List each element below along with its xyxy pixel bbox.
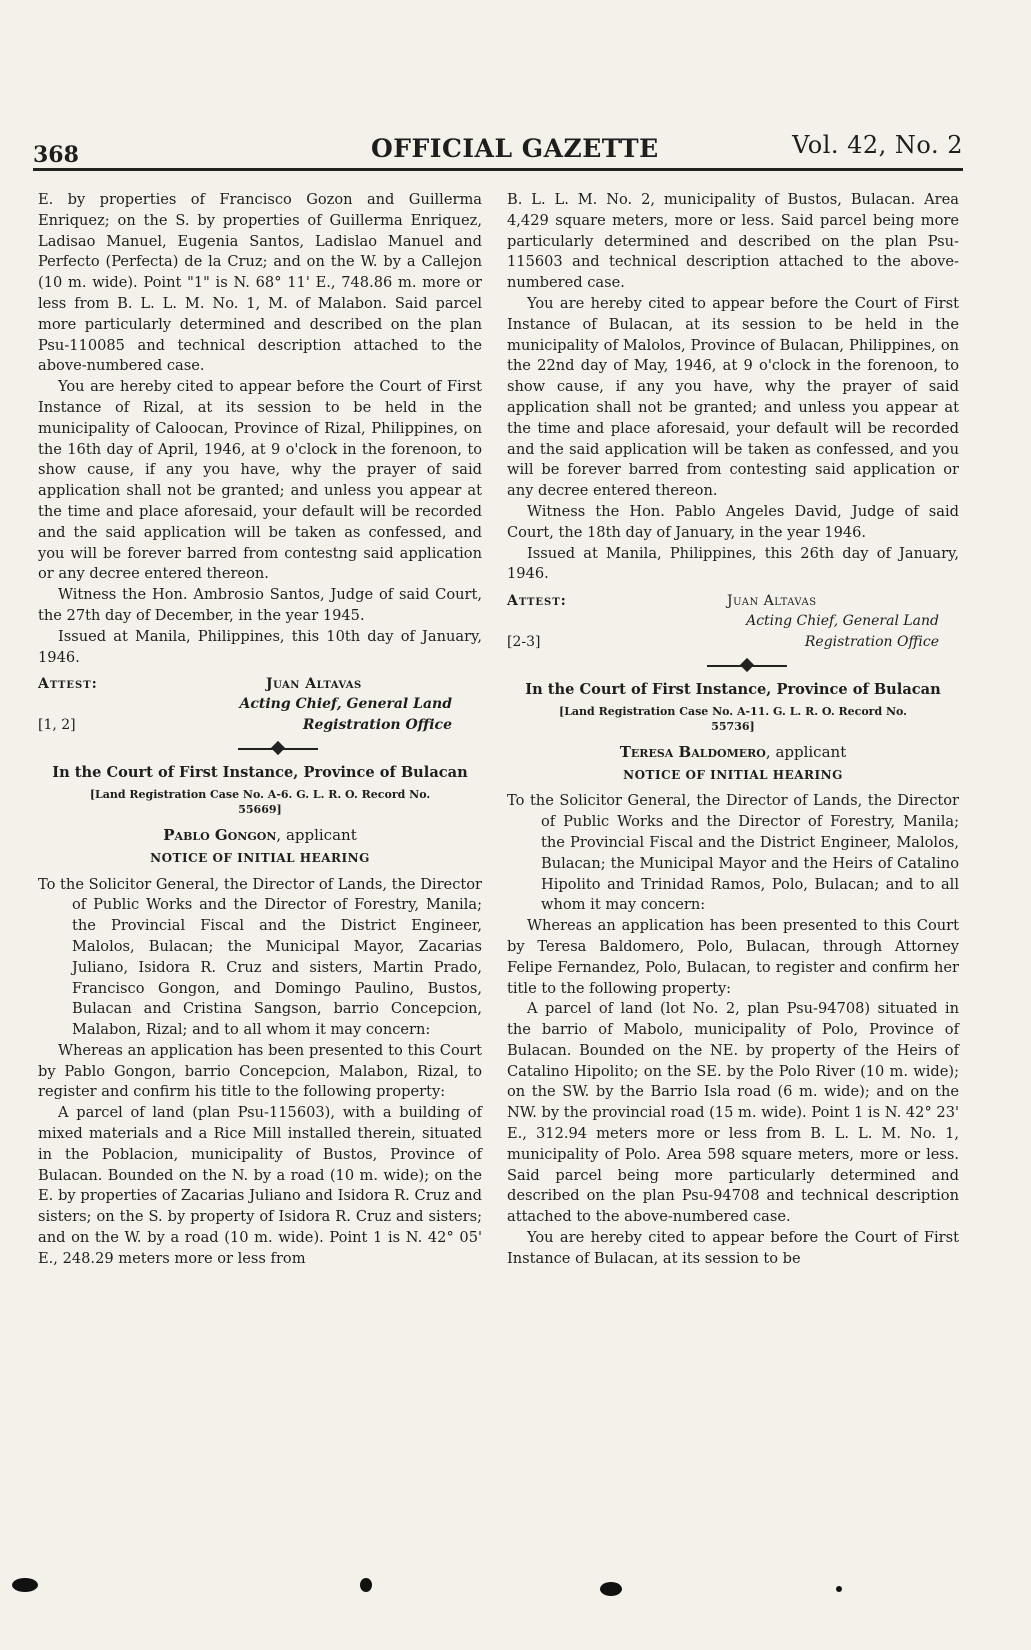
right-applicant-name: Teresa Baldomero xyxy=(619,742,766,761)
left-attest-block xyxy=(38,674,482,735)
left-cited-paragraph: You are hereby cited to appear before the Court of First Instance of Rizal, at its session to be held in the municipality of Caloocan, Province of Rizal, Philippines, on the 16th day of April, 1946, at 9 o'clock in the forenoon, to show cause, if any you have, why the prayer of said application shall not be granted; and unless you appear at the time and place aforesaid, your default will be recorded and the said application will be taken as confessed, and you will be forever barred from contestng said application or any decree entered thereon. xyxy=(38,378,482,583)
right-attest-block xyxy=(507,591,959,652)
right-whereas: Whereas an application has been presented to this Court by Teresa Baldomero, Polo, Bulacan, through Attorney Felipe Fernandez, Polo, Bulacan, to register and confirm her title to the following property: xyxy=(507,917,959,997)
attest-office: Registration Office xyxy=(804,633,939,650)
page-number: 368 xyxy=(33,142,79,168)
right-applicant xyxy=(507,742,959,763)
attest-issue-numbers: [2-3] xyxy=(507,633,541,650)
left-applicant-name: Pablo Gongon xyxy=(163,825,277,844)
right-parcel-description: A parcel of land (lot No. 2, plan Psu-94708) situated in the barrio of Mabolo, municipality of Polo, Province of Bulacan. Bounded on the NE. by property of the Heirs of Catalino Hipolito; on the SE. by the Polo River (10 m. wide); on the SW. by the Barrio Isla road (6 m. wide); and on the NW. by the provincial road (15 m. wide). Point 1 is N. 42° 23' E., 312.94 meters more or less from B. L. L. M. No. 1, municipality of Polo. Area 598 square meters, more or less. Said parcel being more particularly determined and described on the plan Psu-94708 and technical description attached to the above-numbered case. xyxy=(507,1000,959,1226)
right-case-number: [Land Registration Case No. A-11. G. L. R. O. Record No. 55736] xyxy=(558,704,907,733)
left-applicant xyxy=(38,825,482,846)
left-continuation: E. by properties of Francisco Gozon and Guillerma Enriquez; on the S. by properties of Guillerma Enriquez, Ladisao Manuel, Eugenia Santos, Ladislao Manuel and Perfecto (Perfecta) de la Cruz; and on the W. by a Callejon (10 m. wide). Point "1" is N. 68° 11' E., 748.86 m. more or less from B. L. L. M. No. 1, M. of Malabon. Said parcel more particularly determined and described on the plan Psu-110085 and technical description attached to the above-numbered case. xyxy=(38,191,482,375)
left-notice-heading: NOTICE OF INITIAL HEARING xyxy=(150,850,370,865)
attest-name: Juan Altavas xyxy=(266,676,362,693)
attest-title: Acting Chief, General Land xyxy=(746,613,939,630)
attest-office: Registration Office xyxy=(302,717,452,734)
left-addressees: To the Solicitor General, the Director of Lands, the Director of Public Works and the Director of Forestry, Manila; the Provincial Fiscal and the District Engineer, Malolos, Bulacan; the Municipal Mayor, Zacarias Juliano, Isidora R. Cruz and sisters, Martin Prado, Francisco Gongon, and Domingo Paulino, Bustos, Bulacan and Cristina Sangson, barrio Concepcion, Malabon, Rizal; and to all whom it may concern: xyxy=(38,875,482,1039)
left-column xyxy=(38,190,482,1270)
left-court-heading: In the Court of First Instance, Province of Bulacan xyxy=(52,764,468,782)
right-notice-heading: NOTICE OF INITIAL HEARING xyxy=(623,767,843,782)
attest-label: Attest: xyxy=(38,676,98,693)
publication-title: OFFICIAL GAZETTE xyxy=(371,134,659,163)
right-issued: Issued at Manila, Philippines, this 26th day of January, 1946. xyxy=(507,544,959,583)
left-applicant-suffix: , applicant xyxy=(276,825,357,844)
attest-issue-numbers: [1, 2] xyxy=(38,717,76,734)
header-rule xyxy=(33,168,963,171)
right-continuation: B. L. L. M. No. 2, municipality of Bustos, Bulacan. Area 4,429 square meters, more or less. Said parcel being more particularly determined and described on the plan Psu-115603 and technical description attached to the above-numbered case. xyxy=(507,191,959,292)
right-addressees: To the Solicitor General, the Director of Lands, the Director of Public Works and the Director of Forestry, Manila; the Provincial Fiscal and the District Engineer, Malolos, Bulacan; the Municipal Mayor and the Heirs of Catalino Hipolito and Trinidad Ramos, Polo, Bulacan; and to all whom it may concern: xyxy=(507,792,959,914)
attest-title: Acting Chief, General Land xyxy=(239,696,452,713)
scan-ink-mark xyxy=(12,1578,38,1592)
attest-label: Attest: xyxy=(507,593,567,610)
right-applicant-suffix: , applicant xyxy=(765,742,847,761)
right-cited-continued: You are hereby cited to appear before the Court of First Instance of Bulacan, at its session to be xyxy=(507,1229,959,1267)
right-court-heading: In the Court of First Instance, Province of Bulacan xyxy=(525,680,941,698)
left-witness: Witness the Hon. Ambrosio Santos, Judge of said Court, the 27th day of December, in the year 1945. xyxy=(38,586,482,624)
page-header xyxy=(33,128,963,168)
scan-ink-mark xyxy=(836,1586,842,1592)
volume-number: Vol. 42, No. 2 xyxy=(792,131,963,159)
scan-ink-mark xyxy=(360,1578,372,1592)
left-issued: Issued at Manila, Philippines, this 10th day of January, 1946. xyxy=(38,627,482,666)
right-column xyxy=(507,190,959,1270)
scan-ink-mark xyxy=(600,1582,622,1596)
left-parcel-description: A parcel of land (plan Psu-115603), with a building of mixed materials and a Rice Mill installed therein, situated in the Poblacion, municipality of Bustos, Province of Bulacan. Bounded on the N. by a road (10 m. wide); on the E. by properties of Zacarias Juliano and Isidora R. Cruz and sisters; on the S. by property of Isidora R. Cruz and sisters; and on the W. by a road (10 m. wide). Point 1 is N. 42° 05' E., 248.29 meters more or less from xyxy=(38,1104,482,1267)
left-case-number: [Land Registration Case No. A-6. G. L. R. O. Record No. 55669] xyxy=(89,787,431,816)
section-divider-ornament xyxy=(38,735,482,761)
section-divider-ornament xyxy=(507,652,959,678)
right-witness: Witness the Hon. Pablo Angeles David, Judge of said Court, the 18th day of January, in the year 1946. xyxy=(507,502,959,541)
right-cited-paragraph: You are hereby cited to appear before the Court of First Instance of Bulacan, at its session to be held in the municipality of Malolos, Province of Bulacan, Philippines, on the 22nd day of May, 1946, at 9 o'clock in the forenoon, to show cause, if any you have, why the prayer of said application shall not be granted; and unless you appear at the time and place aforesaid, your default will be recorded and the said application will be taken as confessed, and you will be forever barred from contesting said application or any decree entered thereon. xyxy=(507,294,959,500)
attest-name: Juan Altavas xyxy=(727,593,817,610)
left-whereas: Whereas an application has been presented to this Court by Pablo Gongon, barrio Concepcion, Malabon, Rizal, to register and confirm his title to the following property: xyxy=(38,1041,482,1101)
